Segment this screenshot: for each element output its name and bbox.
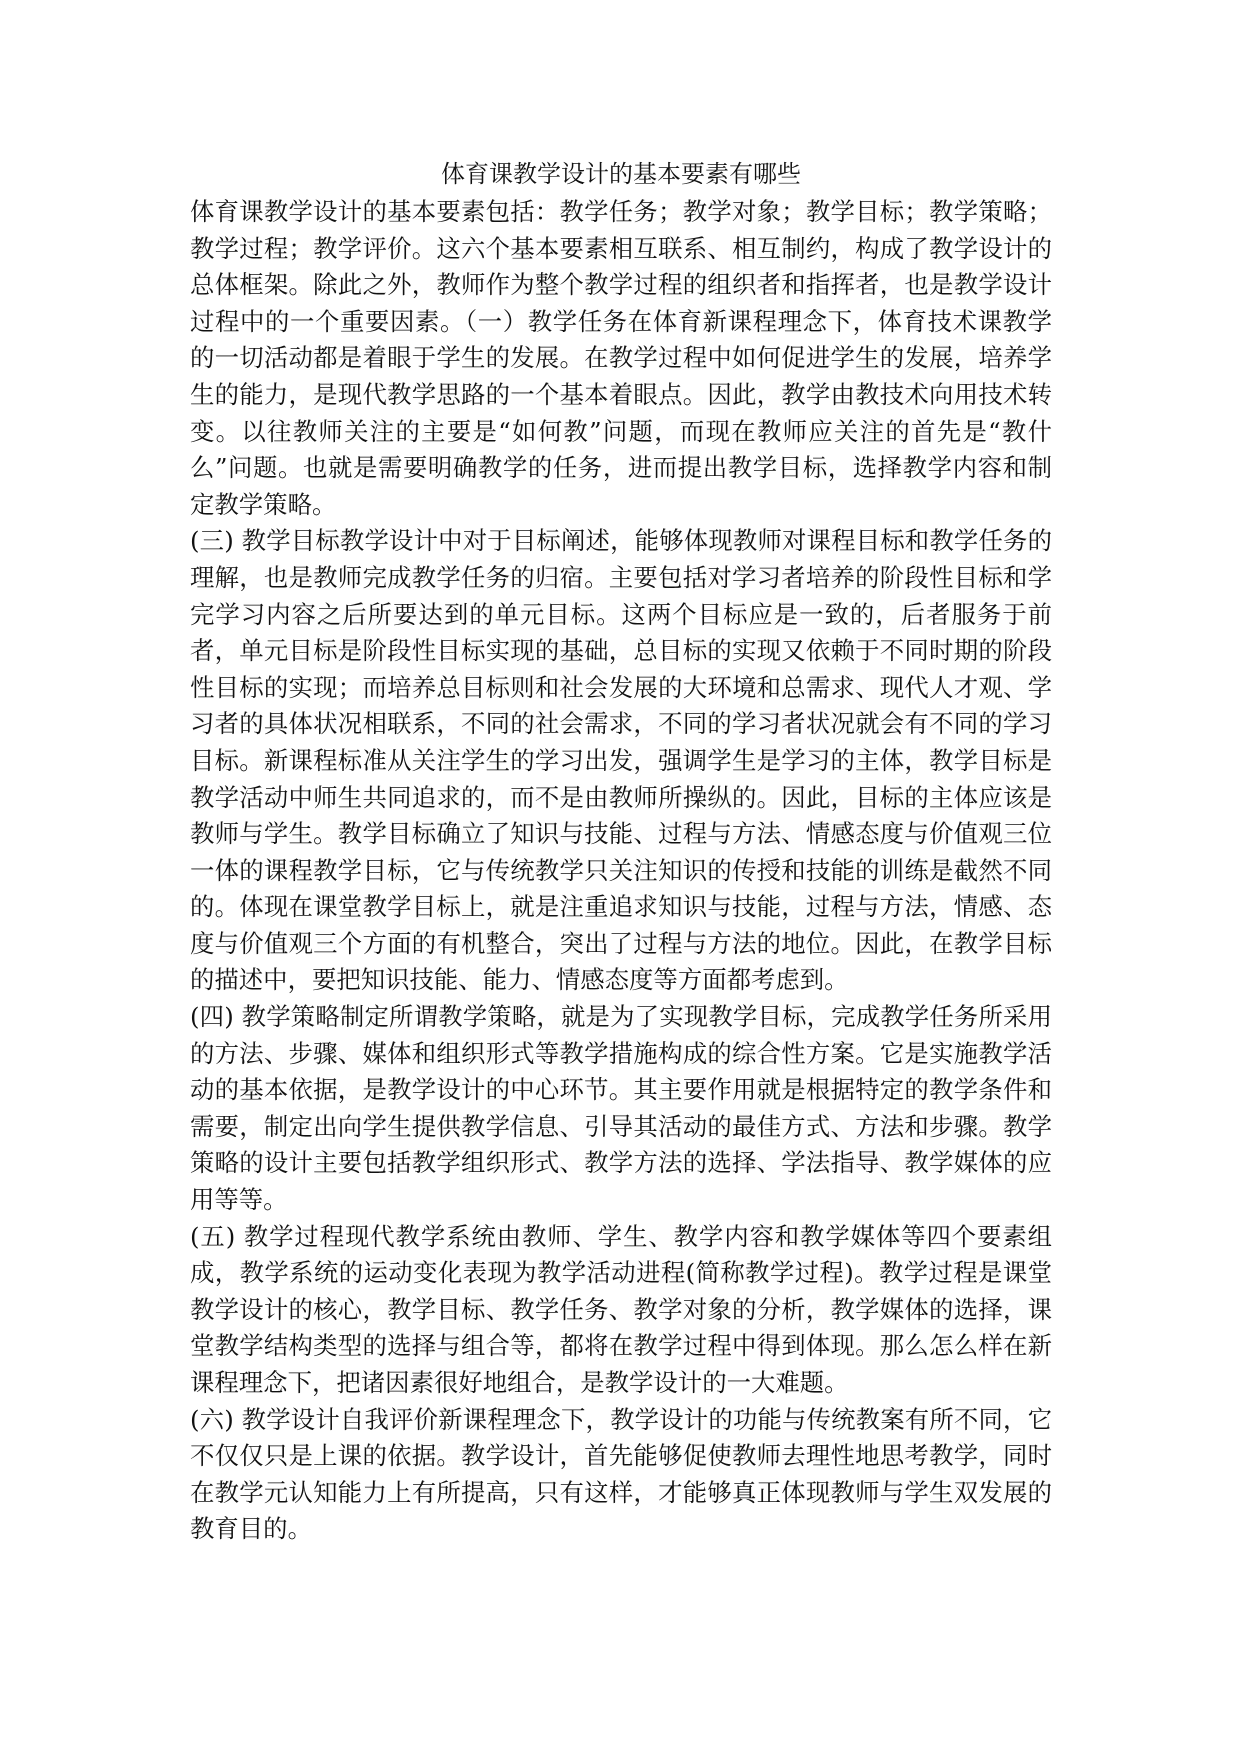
paragraph-process: (五) 教学过程现代教学系统由教师、学生、教学内容和教学媒体等四个要素组成，教学系统的运动变化表现为教学活动进程(简称教学过程)。教学过程是课堂教学设计的核心，教学目标、教学任务、教学对象的分析，教学媒体的选择，课堂教学结构类型的选择与组合等，都将在教学过程中得到体现。那么怎么样在新课程理念下，把诸因素很好地组合，是教学设计的一大难题。 bbox=[190, 1221, 1052, 1397]
document-body bbox=[190, 194, 1052, 1548]
paragraph-evaluation: (六) 教学设计自我评价新课程理念下，教学设计的功能与传统教案有所不同，它不仅仅只是上课的依据。教学设计，首先能够促使教师去理性地思考教学，同时在教学元认知能力上有所提高，只有这样，才能够真正体现教师与学生双发展的教育目的。 bbox=[190, 1404, 1052, 1544]
paragraph-objectives: (三) 教学目标教学设计中对于目标阐述，能够体现教师对课程目标和教学任务的理解，也是教师完成教学任务的归宿。主要包括对学习者培养的阶段性目标和学完学习内容之后所要达到的单元目标。这两个目标应是一致的，后者服务于前者，单元目标是阶段性目标实现的基础，总目标的实现又依赖于不同时期的阶段性目标的实现；而培养总目标则和社会发展的大环境和总需求、现代人才观、学习者的具体状况相联系，不同的社会需求，不同的学习者状况就会有不同的学习目标。新课程标准从关注学生的学习出发，强调学生是学习的主体，教学目标是教学活动中师生共同追求的，而不是由教师所操纵的。因此，目标的主体应该是教师与学生。教学目标确立了知识与技能、过程与方法、情感态度与价值观三位一体的课程教学目标，它与传统教学只关注知识的传授和技能的训练是截然不同的。体现在课堂教学目标上，就是注重追求知识与技能，过程与方法，情感、态度与价值观三个方面的有机整合，突出了过程与方法的地位。因此，在教学目标的描述中，要把知识技能、能力、情感态度等方面都考虑到。 bbox=[190, 526, 1052, 995]
paragraph-intro-task: 体育课教学设计的基本要素包括：教学任务；教学对象；教学目标；教学策略；教学过程；教学评价。这六个基本要素相互联系、相互制约，构成了教学设计的总体框架。除此之外，教师作为整个教学过程的组织者和指挥者，也是教学设计过程中的一个重要因素。（一）教学任务在体育新课程理念下，体育技术课教学的一切活动都是着眼于学生的发展。在教学过程中如何促进学生的发展，培养学生的能力，是现代教学思路的一个基本着眼点。因此，教学由教技术向用技术转变。以往教师关注的主要是“如何教”问题，而现在教师应关注的首先是“教什么”问题。也就是需要明确教学的任务，进而提出教学目标，选择教学内容和制定教学策略。 bbox=[190, 197, 1052, 519]
paragraph-strategy: (四) 教学策略制定所谓教学策略，就是为了实现教学目标，完成教学任务所采用的方法、步骤、媒体和组织形式等教学措施构成的综合性方案。它是实施教学活动的基本依据，是教学设计的中心环节。其主要作用就是根据特定的教学条件和需要，制定出向学生提供教学信息、引导其活动的最佳方式、方法和步骤。教学策略的设计主要包括教学组织形式、教学方法的选择、学法指导、教学媒体的应用等等。 bbox=[190, 1002, 1052, 1215]
document-title: 体育课教学设计的基本要素有哪些 bbox=[441, 160, 801, 188]
